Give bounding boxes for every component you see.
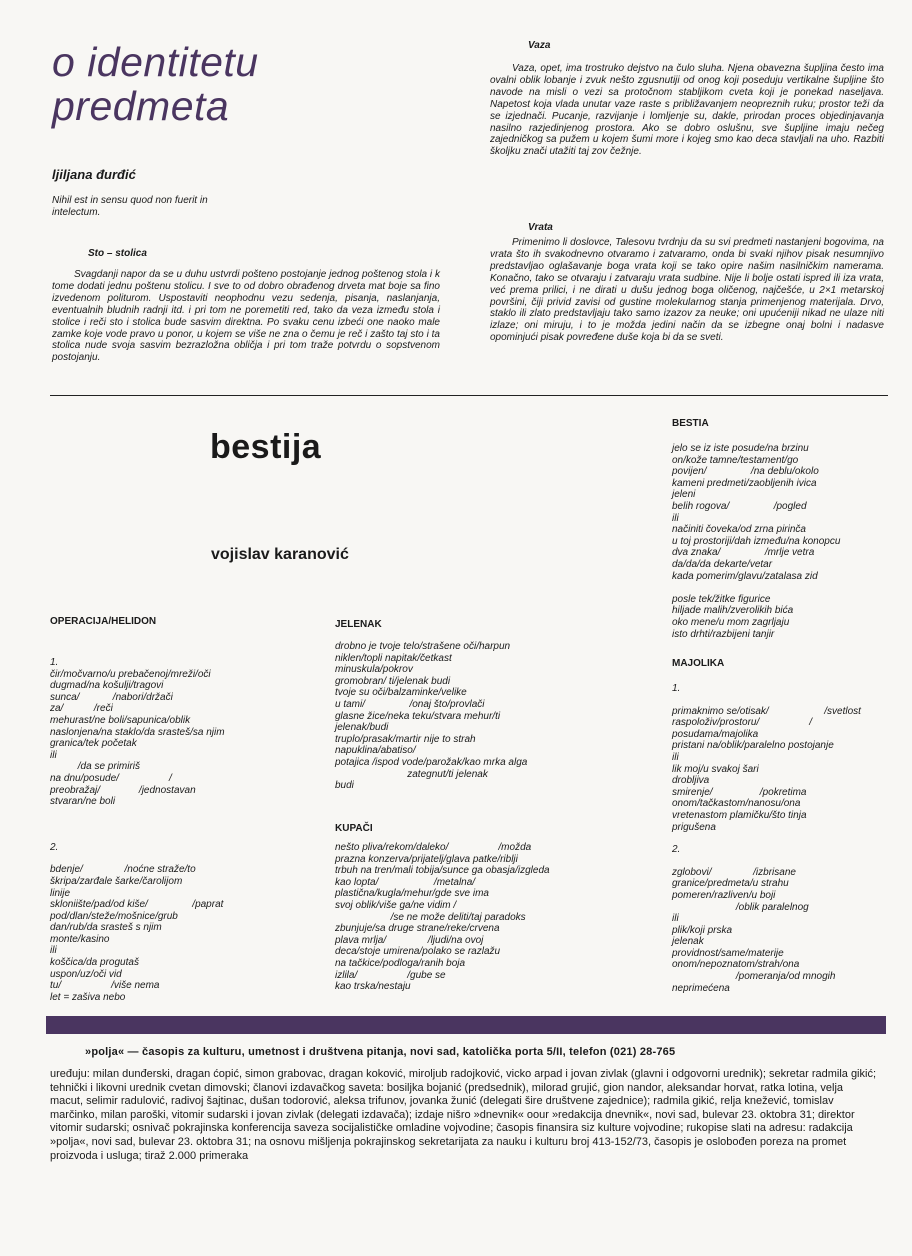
- footer-color-bar: [46, 1016, 886, 1034]
- section-vrata-heading: Vrata: [528, 222, 553, 233]
- poem-operacija-title: OPERACIJA/HELIDON: [50, 616, 157, 627]
- poem-bestia-title: BESTIA: [672, 418, 709, 429]
- article1-title-line2: predmeta: [52, 83, 230, 129]
- poem-kupaci-title: KUPAČI: [335, 823, 373, 834]
- poem-jelenak-title: JELENAK: [335, 619, 382, 630]
- section-vaza-heading: Vaza: [528, 40, 551, 51]
- poem-majolika: [672, 658, 897, 994]
- poem-operacija-part1-number: 1.: [50, 657, 59, 668]
- section-vrata-text: Primenimo li doslovce, Talesovu tvrdnju da su svi predmeti nastanjeni bogovima, na vrata što ih svakodnevno otvaramo i zatvaramo, onda bi svaki njihov pisak nesumnjivo predstavljao oglašavanje boga vrata koji se tako opire našim nasilničkim namerama. Konačno, tako se otvaraju i zatvaraju vrata sudbine. Nije li bolje ostati ispred ili iza vrata, već prema prilici, i ne dirati u dušu jednog boga oličenog, najčešće, u 2×1 metarskoj površini, čiji privid zavisi od gustine molekularnog stanja primenjenog materijala. Drvo, staklo ili zlato predstavljaju tako samo izazov za neuke; oni upućeniji nikad ne ulaze niti izlaze; oni miruju, i to je možda jedini način da se izbegne onaj bolni i nadasve opominjući pisak povređene duše koja bi da se sveti.: [490, 237, 884, 344]
- poem-bestia: [672, 418, 897, 640]
- article2-title: bestija: [210, 428, 322, 466]
- poem-jelenak-text: drobno je tvoje telo/strašene oči/harpun niklen/topli napitak/četkast minuskula/pokrov gromobran/ ti/jelenak budi tvoje su oči/balzaminke/velike u tami/ /onaj što/provlači glasne žice/neka teku/stvara mehur/ti jelenak/budi truplo/prasak/martir nije to strah napuklina/abatiso/ potajica /ispod vode/parožak/kao mrka alga zategnut/ti jelenak budi: [335, 641, 528, 792]
- poem-operacija-part2: bdenje/ /noćne straže/to škripa/zarđale šarke/čarolijom linije skloniište/pad/od kiše/ /paprat pod/dlan/steže/mošnice/grub dan/rub/da srasteš s njim monte/kasino ili koščica/da progutaš uspon/uz/oči vid tu/ /više nema let = zašiva nebo: [50, 864, 224, 1003]
- poem-majolika-part2: zglobovi/ /izbrisane granice/predmeta/u strahu pomeren/razliven/u boji /oblik paralelnog ili plik/koji prska jelenak providnost/same/materije onom/nepoznatom/strah/ona /pomeranja/od mnogih neprimećena: [672, 866, 836, 994]
- poem-operacija: [50, 616, 325, 1003]
- section-vaza-text: Vaza, opet, ima trostruko dejstvo na čulo sluha. Njena obavezna šupljina često ima ovalni oblik lobanje i zvuk nešto zgusnutiji od onog koji poseduju vertikalne šupljine što navode na misli o vezi sa protočnom stabljikom cveta koji je ponekad naseljava. Napetost koja vlada unutar vaze raste s približavanjem neopreznih ruku; prostor teži da se izjednači. Pucanje, razvijanje i lomljenje su, dakle, prirodan proces objedinjavanja nasilno razjedinjenog prostora. Ako se dobro oslušnu, sve šupljine imaju nečeg zajedničkog sa pužem u kojem šumi more i kojeg smo kao deca stavljali na uho. Razbiti školjku znači utažiti taj zov čežnje.: [490, 63, 884, 158]
- poem-majolika-part1: primaknimo se/otisak/ /svetlost raspoloživ/prostoru/ / posudama/majolika pristani na/oblik/paralelno postojanje ili lik moj/u svakoj šari drobljiva smirenje/ /pokretima onom/tačkastom/nanosu/ona vretenastom plamičku/što tinja prigušena: [672, 705, 861, 833]
- poem-operacija-part1: čir/močvarno/u prebačenoj/mreži/oči dugmad/na košulji/tragovi sunca/ /nabori/držači za/ /reči mehurast/ne boli/sapunica/oblik naslonjena/na staklo/da srasteš/sa njim granica/tek početak ili /da se primiriš na dnu/posude/ / preobražaj/ /jednostavan stvaran/ne boli: [50, 668, 225, 808]
- poem-operacija-part2-number: 2.: [50, 841, 59, 853]
- poem-bestia-text: jelo se iz iste posude/na brzinu on/kože tamne/testament/go povijen/ /na deblu/okolo kameni predmeti/zaobljenih ivica jeleni belih rogova/ /pogled ili načiniti čoveka/od zrna pirinča u toj prostoriji/dah između/na konopcu dva znaka/ /mrlje vetra da/da/da dekarte/vetar kada pomerim/glavu/zatalasa zid posle tek/žitke figurice hiljade malih/zverolikih bića oko mene/u mom zagrljaju isto drhti/razbijeni tanjir: [672, 443, 841, 640]
- section-sto-text: Svagdanji napor da se u duhu ustvrdi pošteno postojanje jednog poštenog stola i k tome dodati jednu poštenu stolicu. I sve to od dobro obrađenog drveta mat boje sa fino izvedenom politurom. Uspostaviti neophodnu vezu sedenja, pisanja, naslanjanja, eventualnih bludnih radnji itd. i pri tom ne poremetiti red, tako da veza između stola i stolice i reči sto i stolica bude sasvim direktna. Po svaku cenu izbeći one naoko male zamke koje vode pravo u ponor, u kojem se više ne zna o čemu je reč i zašto taj sto i ta stolica nude svoja sasvim bezrazložna obličja i pri tom traže potvrdu o sopstvenom postojanju.: [52, 269, 440, 364]
- section-sto-heading: Sto – stolica: [88, 248, 147, 259]
- imprint-text: uređuju: milan dunđerski, dragan ćopić, simon grabovac, dragan koković, miroljub radojković, vicko arpad i jovan zivlak (glavni i odgovorni urednik); sekretar radmila gikić; tehnički i likovni urednik cvetan dimovski; članovi izdavačkog saveta: bosiljka bojanić (predsednik), milorad grujić, gion nandor, aleksandar horvat, ratka lotina, velja macut, selimir radulović, radivoj šajtinac, dušan todorović, aleksa trifunov, jovanka žunić (delegati šire društvene zajednice); radmila gikić, relja knežević, tomislav marčinko, milan paroški, vitomir sudarski i jovan zivlak (delegati izdavača); izdaje nišro »dnevnik« oour »redakcija dnevnik«, novi sad, bulevar 23. oktobra 31; direktor vitomir sudarski; osnivač pokrajinska konferencija saveza socijalističke omladine vojvodine; časopis finansira siz kulture vojvodine; rukopise slati na adresu: radakcija »polja«, novi sad, bulevar 23. oktobra 31; na osnovu mišljenja pokrajinskog sekretarijata za nauku i kulturu broj 413-152/73, časopis je oslobođen poreza na promet proizvoda i usluga; tiraž 2.000 primeraka: [50, 1068, 876, 1162]
- article1-title-line1: o identitetu: [52, 39, 259, 85]
- poem-majolika-title: MAJOLIKA: [672, 658, 725, 669]
- poem-kupaci-text: nešto pliva/rekom/daleko/ /možda prazna konzerva/prijatelj/glava patke/riblji trbuh na tren/mali tobija/sunce ga obasja/izgleda kao lopta/ /metalna/ plastična/kugla/mehur/gde sve ima svoj oblik/više ga/ne vidim / /se ne može deliti/taj paradoks zbunjuje/sa druge strane/reke/crvena plava mrlja/ /ljudi/na ovoj deca/stoje umirena/polako se razlažu na tačkice/podloga/ranih boja izlila/ /gube se kao trska/nestaju: [335, 842, 550, 993]
- article2-author: vojislav karanović: [211, 546, 349, 563]
- poem-jelenak: [335, 619, 585, 792]
- journal-info: »polja« — časopis za kulturu, umetnost i društvena pitanja, novi sad, katolička porta 5/II, telefon (021) 28-765: [85, 1046, 676, 1058]
- section-divider: [50, 395, 888, 396]
- article1-title: [52, 40, 352, 128]
- poem-kupaci: [335, 823, 595, 993]
- article1-motto: Nihil est in sensu quod non fuerit in intelectum.: [52, 195, 208, 218]
- poem-majolika-part1-number: 1.: [672, 683, 681, 694]
- poem-majolika-part2-number: 2.: [672, 844, 681, 856]
- article1-author: ljiljana đurđić: [52, 167, 136, 182]
